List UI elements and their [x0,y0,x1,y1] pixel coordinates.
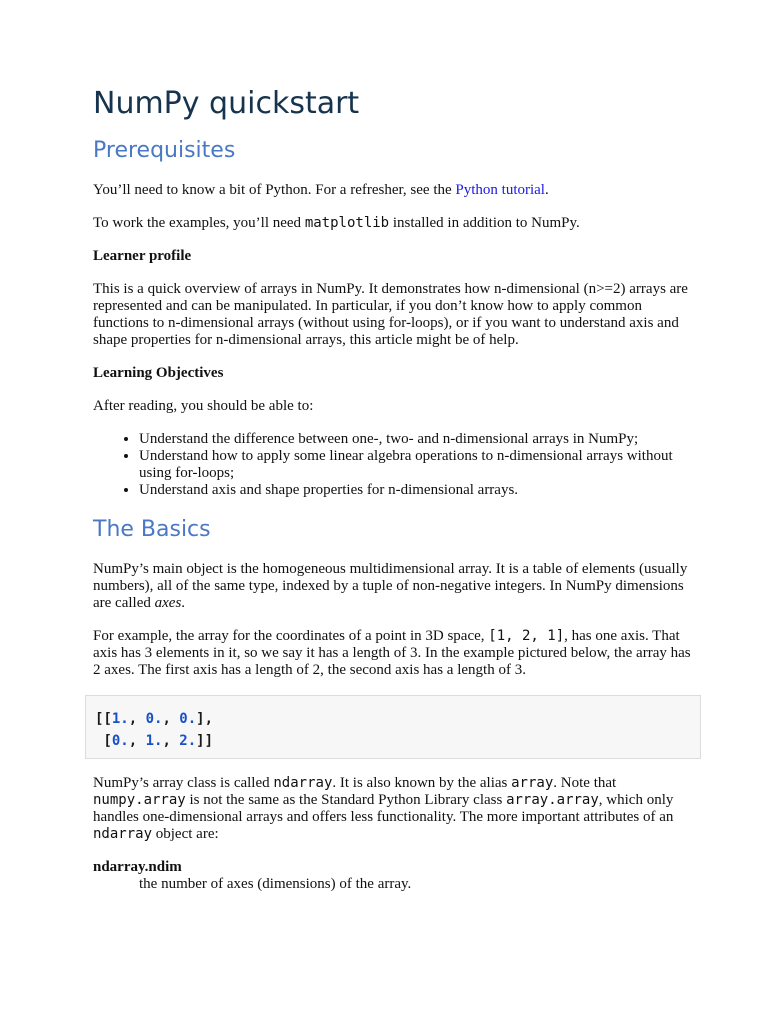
axes-emphasis: axes [154,595,182,611]
attribute-definition-ndim: the number of axes (dimensions) of the array. [139,876,412,892]
inline-code-array: array [511,775,554,791]
basics-paragraph-1: NumPy’s main object is the homogeneous multidimensional array. It is a table of elements (usually numbers), all of the same type, indexed by a tuple of non-negative integers. In NumPy dimensions are called axes. [93,561,688,611]
inline-code-matplotlib: matplotlib [304,215,390,231]
basics-paragraph-3: NumPy’s array class is called ndarray. It is also known by the alias array. Note that numpy.array is not the same as the Standard Python Library class array.array, which only handles one-dimensional arrays and offers less functionality. The more important attributes of an ndarray object are: [93,775,674,842]
the-basics-heading: The Basics [93,517,211,542]
inline-code-ndarray-2: ndarray [93,826,153,842]
code-line-1: [[1., 0., 0.], [95,711,214,727]
code-line-2: [0., 1., 2.]] [95,733,214,749]
inline-code-numpy-array: numpy.array [93,792,186,808]
list-item: • Understand axis and shape properties for n-dimensional arrays. [139,482,693,499]
list-item: • Understand the difference between one-, two- and n-dimensional arrays in NumPy; [139,431,693,448]
inline-code-point: [1, 2, 1] [488,628,565,644]
learner-profile-text: This is a quick overview of arrays in NumPy. It demonstrates how n-dimensional (n>=2) arrays are represented and can be manipulated. In particular, if you don’t know how to apply common functions to n-dimensional arrays (without using for-loops), or if you want to understand axis and shape properties for n-dimensional arrays, this article might be of help. [93,281,688,348]
python-tutorial-link[interactable]: Python tutorial [455,182,545,198]
learner-profile-heading: Learner profile [93,248,192,264]
prereq-paragraph-1: You’ll need to know a bit of Python. For a refresher, see the Python tutorial. [93,182,549,198]
inline-code-ndarray: ndarray [273,775,333,791]
code-block [85,695,701,759]
inline-code-array-array: array.array [506,792,599,808]
page-title: NumPy quickstart [93,86,360,121]
learning-objectives-heading: Learning Objectives [93,365,224,381]
attribute-term-ndim: ndarray.ndim [93,859,182,875]
objectives-list [93,431,693,499]
prereq-paragraph-2: To work the examples, you’ll need matplotlib installed in addition to NumPy. [93,215,580,231]
document-content [93,84,693,893]
objectives-intro: After reading, you should be able to: [93,398,314,414]
prerequisites-heading: Prerequisites [93,138,236,163]
list-item: • Understand how to apply some linear algebra operations to n-dimensional arrays without using for-loops; [139,448,693,482]
basics-paragraph-2: For example, the array for the coordinates of a point in 3D space, [1, 2, 1], has one axis. That axis has 3 elements in it, so we say it has a length of 3. In the example pictured below, the array has 2 axes. The first axis has a length of 2, the second axis has a length of 3. [93,628,691,678]
